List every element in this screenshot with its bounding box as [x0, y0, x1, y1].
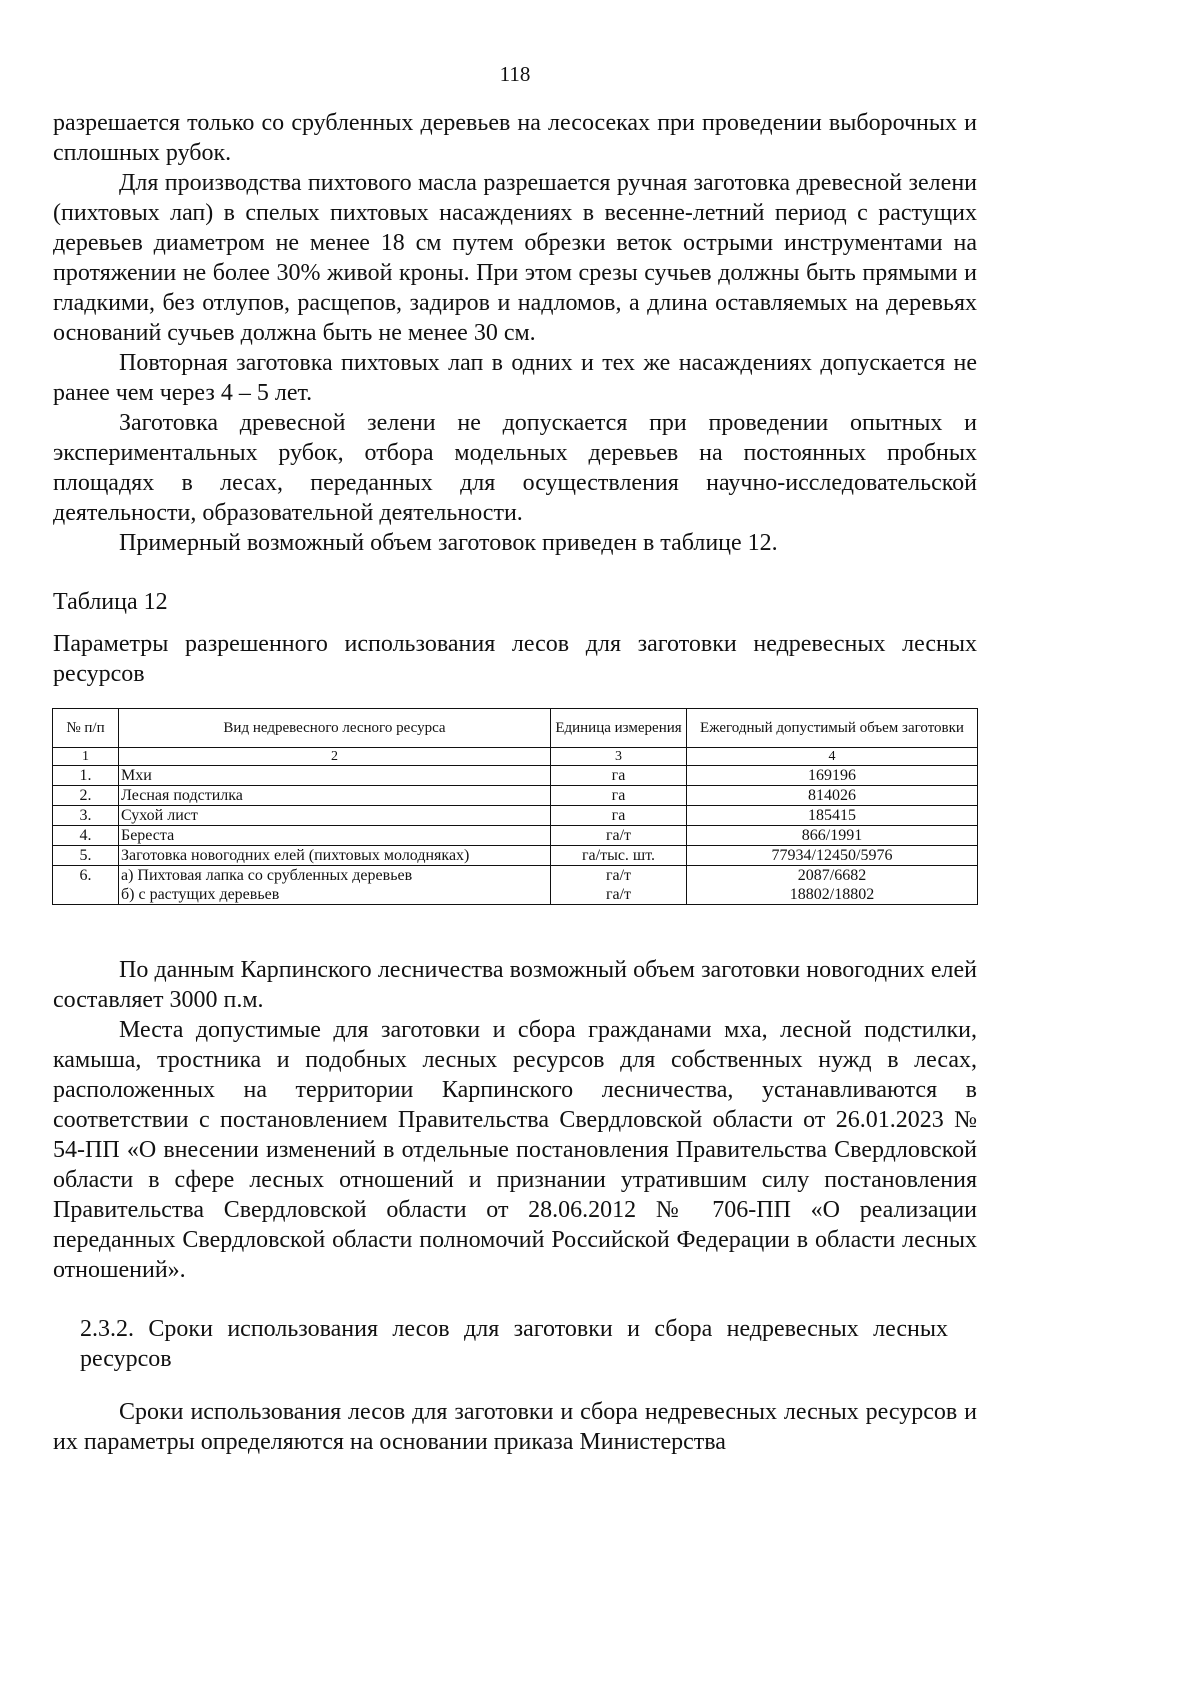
unit-cell — [551, 866, 687, 905]
table-row — [53, 826, 978, 846]
volume: 169196 — [687, 766, 978, 786]
table-row — [53, 766, 978, 786]
resource-name: Мхи — [119, 766, 551, 786]
resource-name-cell — [119, 866, 551, 905]
paragraph: Сроки использования лесов для заготовки и сбора недревесных лесных ресурсов и их параметры определяются на основании приказа Министерства — [53, 1399, 977, 1455]
table-row — [53, 806, 978, 826]
table-title: Параметры разрешенного использования лесов для заготовки недревесных лесных ресурсов — [53, 631, 977, 687]
row-number: 3. — [53, 806, 119, 826]
volume: 18802/18802 — [789, 886, 875, 903]
resource-name: Заготовка новогодних елей (пихтовых молодняках) — [119, 846, 551, 866]
header-cell: Вид недревесного лесного ресурса — [119, 709, 551, 748]
page-number: 118 — [499, 62, 531, 86]
resource-name: Сухой лист — [119, 806, 551, 826]
table-row — [53, 866, 978, 905]
volume: 77934/12450/5976 — [687, 846, 978, 866]
unit: га — [551, 806, 687, 826]
column-number: 3 — [551, 748, 687, 766]
volume: 866/1991 — [687, 826, 978, 846]
table-row — [53, 846, 978, 866]
resource-name: б) с растущих деревьев — [121, 886, 280, 903]
unit: га — [551, 766, 687, 786]
section-text-block — [53, 1397, 977, 1457]
column-number-row — [53, 748, 978, 766]
unit: га/тыс. шт. — [551, 846, 687, 866]
table-header-row — [53, 709, 978, 748]
unit: га/т — [605, 886, 632, 903]
section-heading-block — [80, 1314, 948, 1374]
volume: 185415 — [687, 806, 978, 826]
resource-name: Лесная подстилка — [119, 786, 551, 806]
column-number: 2 — [119, 748, 551, 766]
paragraph: разрешается только со срубленных деревьев на лесосеках при проведении выборочных и сплошных рубок. — [53, 110, 977, 166]
unit: га/т — [551, 826, 687, 846]
resource-name: Береста — [119, 826, 551, 846]
table-row — [53, 786, 978, 806]
paragraph: Для производства пихтового масла разрешается ручная заготовка древесной зелени (пихтовых лап) в спелых пихтовых насаждениях в весенне-летний период с растущих деревьев диаметром не менее 18 см путем обрезки веток острыми инструментами на протяжении не более 30% живой кроны. При этом срезы сучьев должны быть прямыми и гладкими, без отлупов, расщепов, задиров и надломов, а длина оставляемых на деревьях оснований сучьев должна быть не менее 30 см. — [53, 170, 977, 346]
table-container — [52, 708, 978, 905]
text-block-bottom — [53, 955, 977, 1285]
unit: га — [551, 786, 687, 806]
paragraph: По данным Карпинского лесничества возможный объем заготовки новогодних елей составляет 3000 п.м. — [53, 957, 977, 1013]
row-number: 4. — [53, 826, 119, 846]
volume-cell — [687, 866, 978, 905]
table-number: Таблица 12 — [53, 589, 168, 615]
header-cell: Единица измерения — [551, 709, 687, 748]
unit: га/т — [605, 867, 632, 884]
volume: 2087/6682 — [797, 867, 867, 884]
table-caption-block — [53, 587, 977, 689]
column-number: 1 — [53, 748, 119, 766]
resource-name: а) Пихтовая лапка со срубленных деревьев — [121, 867, 413, 884]
resources-table — [52, 708, 978, 905]
section-title: 2.3.2. Сроки использования лесов для заготовки и сбора недревесных лесных ресурсов — [80, 1316, 948, 1372]
paragraph: Примерный возможный объем заготовок приведен в таблице 12. — [119, 530, 778, 556]
volume: 814026 — [687, 786, 978, 806]
row-number: 5. — [53, 846, 119, 866]
column-number: 4 — [687, 748, 978, 766]
header-cell: Ежегодный допустимый объем заготовки — [687, 709, 978, 748]
header-cell: № п/п — [53, 709, 119, 748]
row-number: 1. — [53, 766, 119, 786]
text-block-top — [53, 108, 977, 558]
paragraph: Повторная заготовка пихтовых лап в одних и тех же насаждениях допускается не ранее чем через 4 – 5 лет. — [53, 350, 977, 406]
paragraph: Места допустимые для заготовки и сбора гражданами мха, лесной подстилки, камыша, тростника и подобных лесных ресурсов для собственных нужд в лесах, расположенных на территории Карпинского лесничества, устанавливаются в соответствии с постановлением Правительства Свердловской области от 26.01.2023 № 54-ПП «О внесении изменений в отдельные постановления Правительства Свердловской области в сфере лесных отношений и признании утратившим силу постановления Правительства Свердловской области от 28.06.2012 № 706-ПП «О реализации переданных Свердловской области полномочий Российской Федерации в области лесных отношений». — [53, 1017, 977, 1283]
paragraph: Заготовка древесной зелени не допускается при проведении опытных и экспериментальных рубок, отбора модельных деревьев на постоянных пробных площадях в лесах, переданных для осуществления научно-исследовательской деятельности, образовательной деятельности. — [53, 410, 977, 526]
row-number: 6. — [53, 866, 119, 905]
row-number: 2. — [53, 786, 119, 806]
